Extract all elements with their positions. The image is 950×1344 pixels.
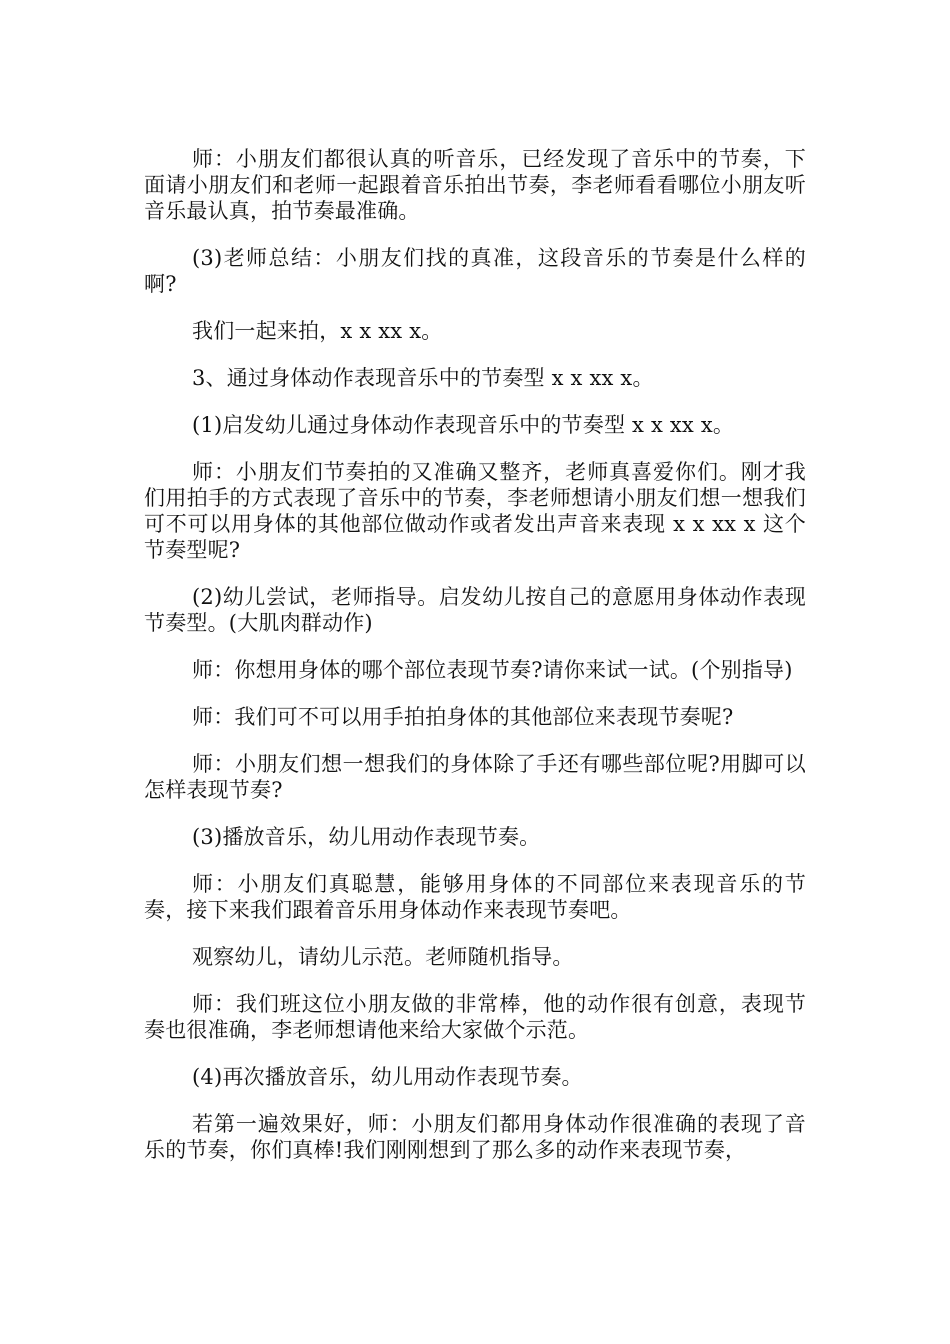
document-page [144,146,806,1184]
paragraph-16: 若第一遍效果好，师：小朋友们都用身体动作很准确的表现了音乐的节奏，你们真棒!我们刚刚想到了那么多的动作来表现节奏， [144,1112,806,1162]
paragraph-7: (2)幼儿尝试，老师指导。启发幼儿按自己的意愿用身体动作表现节奏型。(大肌肉群动作) [144,585,806,635]
paragraph-3: 我们一起来拍，x x xx x。 [192,319,443,343]
paragraph-5: (1)启发幼儿通过身体动作表现音乐中的节奏型 x x xx x。 [192,413,735,437]
paragraph-10: 师：小朋友们想一想我们的身体除了手还有哪些部位呢?用脚可以怎样表现节奏? [144,752,806,802]
paragraph-6: 师：小朋友们节奏拍的又准确又整齐，老师真喜爱你们。刚才我们用拍手的方式表现了音乐中的节奏，李老师想请小朋友们想一想我们可不可以用身体的其他部位做动作或者发出声音来表现 x x xx x 这个节奏型呢? [144,460,806,562]
paragraph-11: (3)播放音乐，幼儿用动作表现节奏。 [192,825,541,849]
paragraph-4: 3、通过身体动作表现音乐中的节奏型 x x xx x。 [192,366,654,390]
paragraph-9: 师：我们可不可以用手拍拍身体的其他部位来表现节奏呢? [192,705,734,729]
paragraph-1: 师：小朋友们都很认真的听音乐，已经发现了音乐中的节奏，下面请小朋友们和老师一起跟着音乐拍出节奏，李老师看看哪位小朋友听音乐最认真，拍节奏最准确。 [144,147,806,223]
paragraph-14: 师：我们班这位小朋友做的非常棒，他的动作很有创意，表现节奏也很准确，李老师想请他来给大家做个示范。 [144,992,806,1042]
paragraph-2: (3)老师总结：小朋友们找的真准，这段音乐的节奏是什么样的啊? [144,246,806,296]
paragraph-15: (4)再次播放音乐，幼儿用动作表现节奏。 [192,1065,583,1089]
paragraph-13: 观察幼儿，请幼儿示范。老师随机指导。 [192,945,574,969]
paragraph-12: 师：小朋友们真聪慧，能够用身体的不同部位来表现音乐的节奏，接下来我们跟着音乐用身体动作来表现节奏吧。 [144,872,806,922]
paragraph-8: 师：你想用身体的哪个部位表现节奏?请你来试一试。(个别指导) [192,658,793,682]
